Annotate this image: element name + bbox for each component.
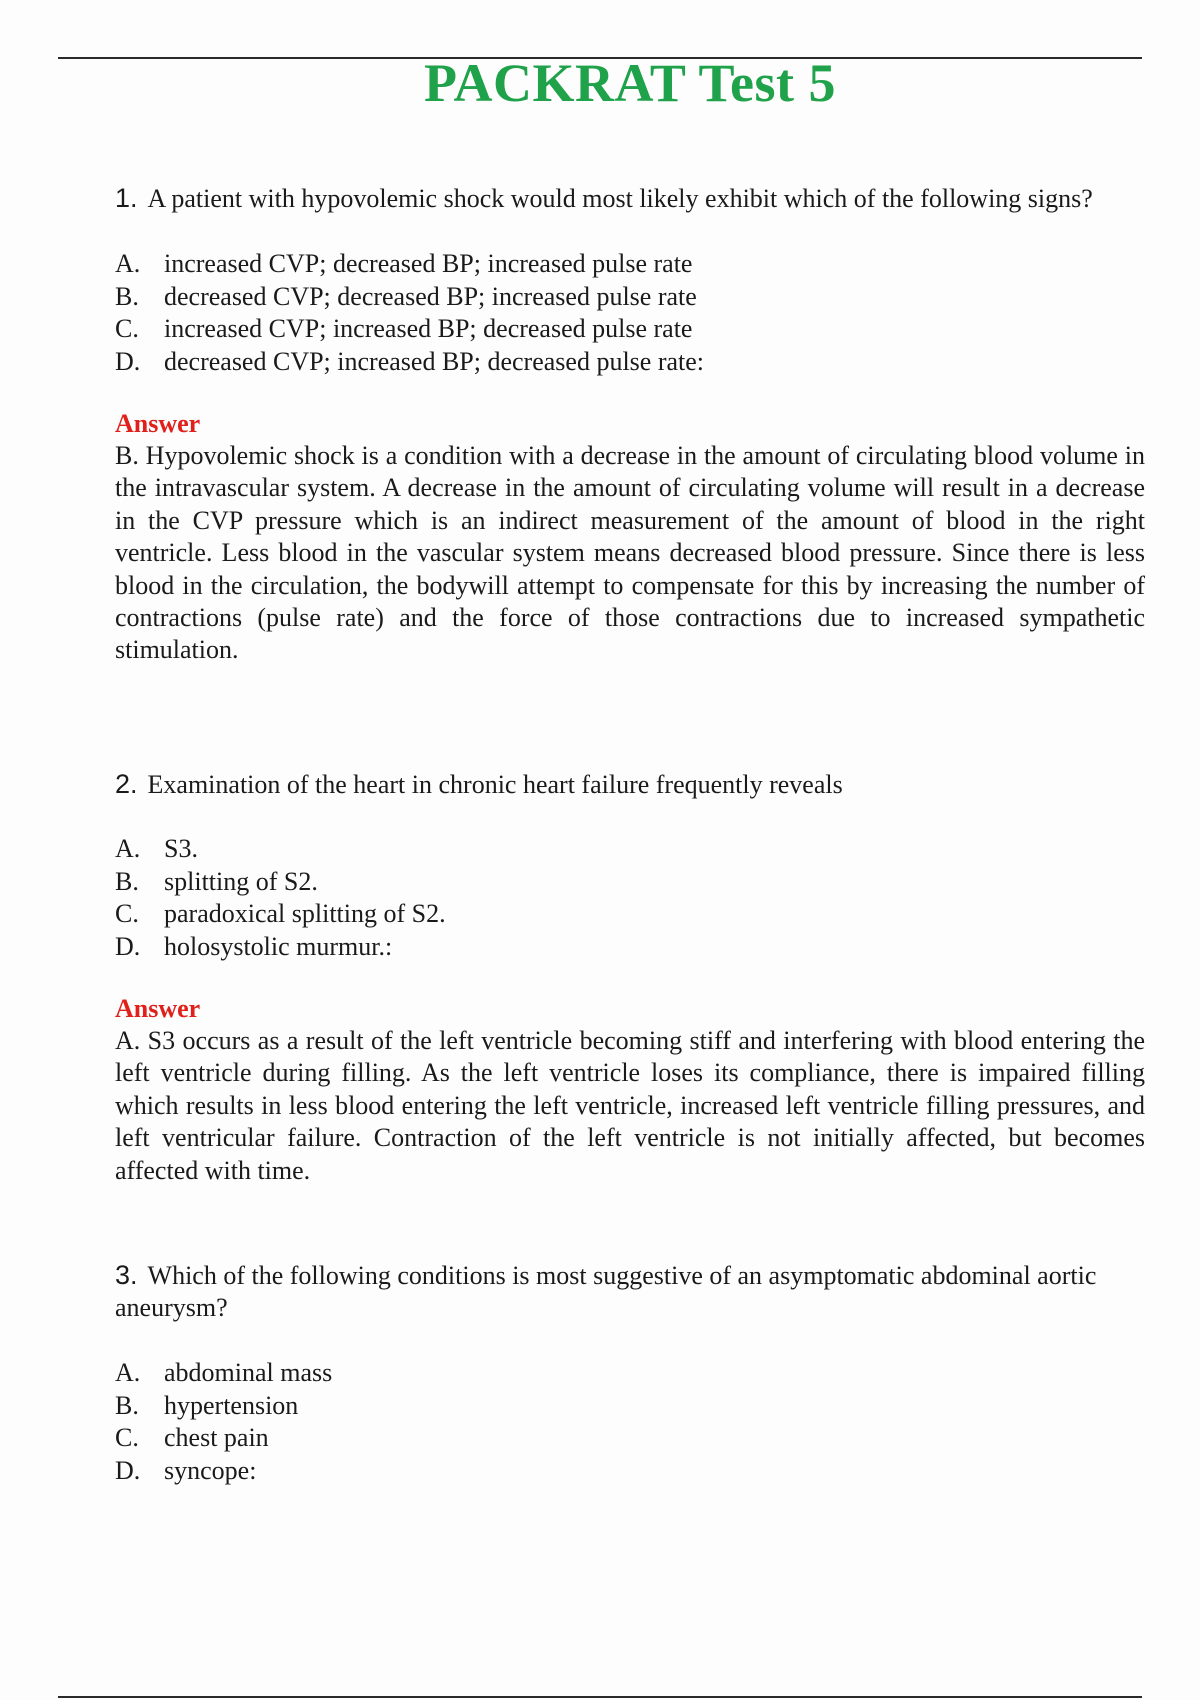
option-text: increased CVP; decreased BP; increased pulse rate xyxy=(164,249,693,278)
option-d xyxy=(115,346,1145,379)
option-c xyxy=(115,898,1145,931)
option-list xyxy=(115,248,1145,378)
answer-explanation: B. Hypovolemic shock is a condition with a decrease in the amount of circulating blood volume in the intravascular system. A decrease in the amount of circulating volume will result in a decrease in the CVP pressure which is an indirect measurement of the amount of blood in the right ventricle. Less blood in the vascular system means decreased blood pressure. Since there is less blood in the circulation, the bodywill attempt to compensate for this by increasing the number of contractions (pulse rate) and the force of those contractions due to increased sympathetic stimulation. xyxy=(115,441,1145,665)
option-list xyxy=(115,1357,1145,1487)
option-letter: B. xyxy=(115,866,139,896)
option-letter: C. xyxy=(115,899,139,928)
option-text: S3. xyxy=(164,834,198,863)
answer-explanation: A. S3 occurs as a result of the left ventricle becoming stiff and interfering with blood entering the left ventricle during filling. As the left ventricle loses its compliance, there is impaired filling which results in less blood entering the left ventricle, increased left ventricle filling pressures, and left ventricular failure. Contraction of the left ventricle is not initially affected, but becomes affected with time. xyxy=(115,1026,1145,1185)
question-stem xyxy=(115,768,1145,801)
answer-block xyxy=(115,408,1145,667)
option-d xyxy=(115,1455,1145,1488)
question-text: A patient with hypovolemic shock would most likely exhibit which of the following signs? xyxy=(147,184,1093,213)
option-b xyxy=(115,1390,1145,1423)
option-letter: D. xyxy=(115,931,141,961)
option-c xyxy=(115,313,1145,346)
option-text: hypertension xyxy=(164,1390,299,1420)
answer-label: Answer xyxy=(115,409,201,438)
option-letter: B. xyxy=(115,281,139,311)
question-number: 2. xyxy=(115,769,138,799)
answer-label: Answer xyxy=(115,994,201,1023)
option-letter: B. xyxy=(115,1390,139,1420)
option-letter: D. xyxy=(115,1455,141,1485)
question-text: Which of the following conditions is most suggestive of an asymptomatic abdominal aortic aneurysm? xyxy=(115,1261,1097,1322)
question-number: 3. xyxy=(115,1260,138,1290)
option-letter: D. xyxy=(115,346,141,376)
question-stem xyxy=(115,1259,1145,1324)
option-a xyxy=(115,833,1145,866)
option-a xyxy=(115,248,1145,281)
option-letter: A. xyxy=(115,249,141,278)
option-letter: C. xyxy=(115,1423,139,1452)
option-c xyxy=(115,1422,1145,1455)
option-letter: A. xyxy=(115,1358,141,1387)
option-text: paradoxical splitting of S2. xyxy=(164,899,446,928)
question-2 xyxy=(115,768,1145,1187)
option-text: increased CVP; increased BP; decreased pulse rate xyxy=(164,314,693,343)
option-list xyxy=(115,833,1145,963)
question-text: Examination of the heart in chronic heart failure frequently reveals xyxy=(147,770,843,799)
option-text: splitting of S2. xyxy=(164,866,318,896)
option-letter: C. xyxy=(115,314,139,343)
option-text: abdominal mass xyxy=(164,1358,333,1387)
option-d xyxy=(115,931,1145,964)
page-title: PACKRAT Test 5 xyxy=(423,53,837,113)
question-stem xyxy=(115,182,1145,215)
option-text: syncope: xyxy=(164,1455,257,1485)
option-b xyxy=(115,866,1145,899)
bottom-rule xyxy=(58,1696,1142,1698)
question-number: 1. xyxy=(115,183,138,213)
option-text: decreased CVP; decreased BP; increased pulse rate xyxy=(164,281,697,311)
question-1 xyxy=(115,182,1145,667)
option-a xyxy=(115,1357,1145,1390)
option-text: holosystolic murmur.: xyxy=(164,931,393,961)
option-text: decreased CVP; increased BP; decreased pulse rate: xyxy=(164,346,705,376)
answer-block xyxy=(115,993,1145,1187)
option-b xyxy=(115,281,1145,314)
option-text: chest pain xyxy=(164,1423,269,1452)
option-letter: A. xyxy=(115,834,141,863)
question-3 xyxy=(115,1259,1145,1487)
